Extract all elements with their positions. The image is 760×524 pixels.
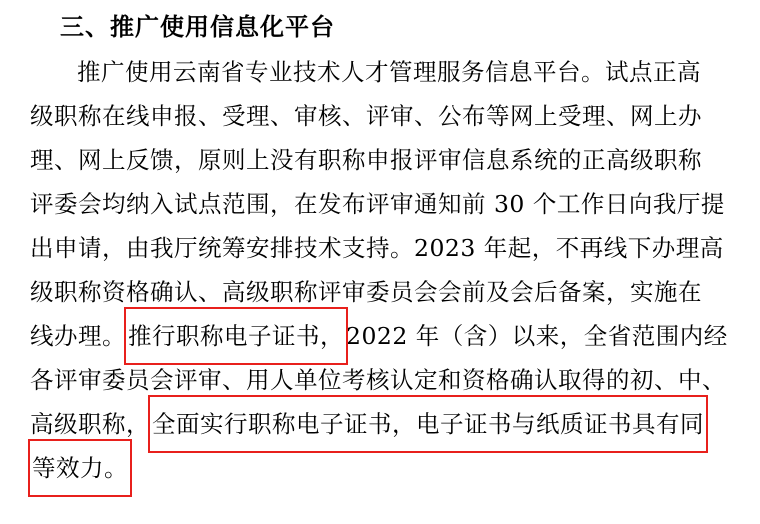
- highlight-box-2: 全面实行职称电子证书，电子证书与纸质证书具有同: [150, 402, 706, 446]
- text-line-2: [30, 94, 738, 138]
- text-line-6: [30, 270, 738, 314]
- text-run: 级职称资格确认、高级职称评审委员会会前及会后备案，实施在: [30, 278, 702, 306]
- document-body: [30, 50, 738, 490]
- text-run: 线办理。: [30, 322, 126, 350]
- text-line-9: [30, 402, 738, 446]
- text-line-3: [30, 138, 738, 182]
- text-line-5: [30, 226, 738, 270]
- text-line-7: [30, 314, 738, 358]
- text-run: 各评审委员会评审、用人单位考核认定和资格确认取得的初、中、: [30, 366, 726, 394]
- text-run: 理、网上反馈，原则上没有职称申报评审信息系统的正高级职称: [30, 146, 702, 174]
- highlight-box-1: 推行职称电子证书，: [126, 314, 346, 358]
- text-run: 评委会均纳入试点范围，在发布评审通知前 30 个工作日向我厅提: [30, 190, 725, 218]
- text-line-1: [30, 50, 738, 94]
- text-line-4: [30, 182, 738, 226]
- text-run: 级职称在线申报、受理、审核、评审、公布等网上受理、网上办: [30, 102, 702, 130]
- page-heading: 三、推广使用信息化平台: [60, 13, 335, 41]
- highlight-box-3: 等效力。: [30, 446, 130, 490]
- text-run: 推广使用云南省专业技术人才管理服务信息平台。试点正高: [77, 58, 701, 86]
- text-line-8: [30, 358, 738, 402]
- text-run: 2022 年（含）以来，全省范围内经: [346, 322, 728, 350]
- text-run: 高级职称，: [30, 410, 150, 438]
- text-run: 出申请，由我厅统筹安排技术支持。2023 年起，不再线下办理高: [30, 234, 724, 262]
- text-line-10: [30, 446, 738, 490]
